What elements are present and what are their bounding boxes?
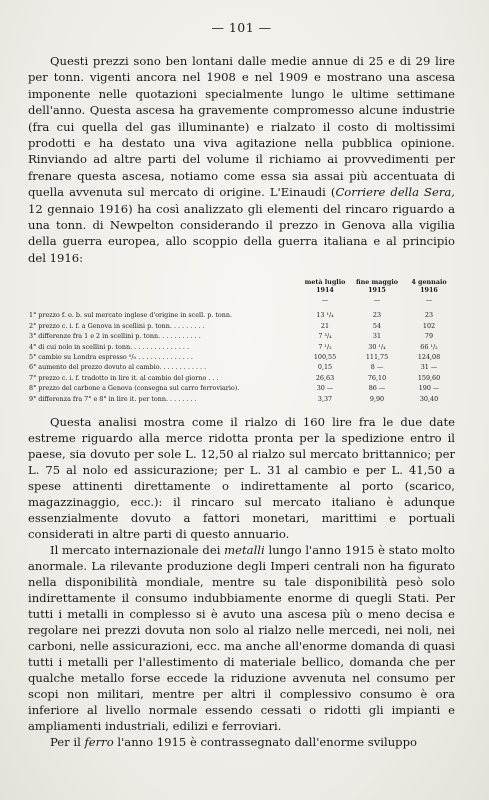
cell-1915: 54: [372, 321, 382, 330]
dash-1915: —: [373, 296, 381, 305]
header-1916-line2: 1916: [420, 286, 438, 295]
row-label: 4° di cui nolo in scellini p. tonn. . . . . . . . . . . . . . .: [29, 342, 189, 351]
cell-1915: 86 —: [368, 384, 386, 393]
header-1914-line1: metà luglio: [304, 278, 346, 287]
ferro-after: l'anno 1915 è contrassegnato dall'enorme sviluppo: [113, 734, 418, 749]
price-table-wrapper: [28, 278, 455, 404]
header-1916-line1: 4 gennaio: [411, 278, 447, 287]
header-1915-line1: fine maggio: [355, 278, 399, 287]
paragraph-ferro: [28, 734, 455, 750]
paragraph-prezzi: [28, 53, 455, 266]
table-row: [28, 331, 455, 341]
cell-1914: 30 —: [316, 384, 334, 393]
row-label: 9° differenza fra 7° e 8° in lire it. per tonn. . . . . . . .: [29, 394, 197, 403]
dash-1916: —: [425, 296, 433, 305]
cell-1916: 102: [422, 321, 436, 330]
ferro-word: ferro: [84, 734, 114, 749]
cell-1914: 0,15: [317, 363, 333, 372]
table-row: [28, 352, 455, 362]
table-row: [28, 321, 455, 331]
cell-1916: 66 ¹/₂: [420, 342, 438, 351]
cell-1914: 13 ¹/₄: [316, 311, 334, 320]
cell-1915: 76,10: [367, 373, 387, 382]
paragraph-prezzi-text: Questi prezzi sono ben lontani dalle medie annue di 25 e di 29 lire per tonn. vigenti ancora nel 1908 e nel 1909 e mostrano una ascesa imponente nelle quotazioni specialmente lungo le ultime settimane dell'anno. Questa ascesa ha gravemente compromesso alcune industrie (fra cui quella del gas illuminante) e rialzato il costo di moltissimi prodotti e ha destato una viva agitazione nella pubblica opinione. Rinviando ad altre parti del volume il richiamo ai provvedimenti per frenare questa ascesa, notiamo come essa sia assai più accentuata di quella avvenuta sul mercato di origine.: [28, 54, 455, 200]
table-row: [28, 310, 455, 320]
cell-1914: 21: [320, 321, 330, 330]
dash-1914: —: [321, 296, 329, 305]
row-label: 6° aumento del prezzo dovuto al cambio. . . . . . . . . . . .: [29, 363, 207, 372]
cell-1916: 79: [424, 332, 434, 341]
row-label: 1° prezzo f. o. b. sul mercato inglese d'origine in scell. p. tonn.: [29, 311, 233, 320]
einaudi-after: 12 gennaio 1916) ha così analizzato gli elementi del rincaro riguardo a una tonn. di Newpelton considerando il prezzo in Genova alla vigilia della guerra europea, allo scoppio della guerra italiana e al principio del 1916:: [28, 201, 455, 265]
ferro-before: Per il: [50, 734, 85, 749]
row-label: 8° prezzo del carbone a Genova (consegna sul carro ferroviario).: [29, 384, 240, 393]
row-label: 3° differenze fra 1 e 2 in scellini p. tonn. . . . . . . . . . .: [29, 332, 201, 341]
cell-1916: 23: [424, 311, 434, 320]
paragraph-metalli: [28, 542, 455, 734]
price-table-dash-row: [28, 296, 455, 310]
metalli-before: Il mercato internazionale dei: [50, 542, 225, 557]
cell-1914: 26,63: [315, 373, 335, 382]
header-1915-line2: 1915: [368, 286, 386, 295]
header-col-1914: [299, 278, 351, 296]
price-table-header-row: [28, 278, 455, 296]
table-row: [28, 342, 455, 352]
header-empty: [28, 278, 299, 296]
header-1914-line2: 1914: [316, 286, 334, 295]
row-label: 7° prezzo c. i. f. tradotto in lire it. al cambio del giorno . . .: [29, 373, 219, 382]
table-row: [28, 373, 455, 383]
table-row: [28, 394, 455, 404]
cell-1916: 30,40: [419, 394, 439, 403]
cell-1915: 23: [372, 311, 382, 320]
cell-1914: 7 ¹/₂: [318, 342, 332, 351]
price-table: [28, 278, 455, 404]
cell-1916: 124,08: [417, 352, 441, 361]
einaudi-source: Corriere della Sera,: [335, 185, 455, 200]
cell-1914: 3,37: [317, 394, 333, 403]
cell-1915: 9,90: [369, 394, 385, 403]
metalli-word: metalli: [224, 542, 265, 557]
row-label: 5° cambio su Londra espresso ⁰/₀ . . . . . . . . . . . . . .: [29, 352, 193, 361]
cell-1915: 30 ¹/₄: [368, 342, 386, 351]
cell-1914: 100,55: [313, 352, 337, 361]
table-row: [28, 383, 455, 393]
header-col-1915: [351, 278, 403, 296]
cell-1916: 190 —: [418, 384, 440, 393]
page-number: — 101 —: [211, 20, 272, 35]
cell-1915: 111,75: [365, 352, 389, 361]
cell-1915: 8 —: [370, 363, 384, 372]
metalli-after: lungo l'anno 1915 è stato molto anormale. La rilevante produzione degli Imperi centrali non ha figurato nella disponibilità mondiale, mentre su tale disponibilità pesò solo indirettamente il consumo indubbiamente enorme di quegli Stati. Per tutti i metalli in complesso si è avuto una ascesa più o meno decisa e regolare nei prezzi dovuta non solo al rialzo nelle mercedi, nei noli, nei carboni, nelle assicurazioni, ecc. ma anche all'enorme domanda di quasi tutti i metalli per l'allestimento di materiale bellico, domanda che per qualche metallo forse eccede la riduzione avvenuta nel consumo per scopi non militari, mentre per altri il complessivo consumo è ora inferiore al livello normale essendo cessati o ridotti gli impianti e ampliamenti industriali, edilizi e ferroviari.: [28, 542, 455, 733]
header-col-1916: [403, 278, 455, 296]
cell-1916: 159,60: [417, 373, 441, 382]
cell-1914: 7 ³/₄: [318, 332, 332, 341]
einaudi-before: L'Einaudi (: [269, 185, 336, 200]
row-label: 2° prezzo c. i. f. a Genova in scellini p. tonn. . . . . . . . .: [29, 321, 205, 330]
table-row: [28, 362, 455, 372]
cell-1915: 31: [372, 332, 382, 341]
cell-1916: 31 —: [420, 363, 438, 372]
paragraph-analysis: Questa analisi mostra come il rialzo di 160 lire fra le due date estreme riguardo alla merce ridotta pronta per la spedizione entro il paese, sia dovuto per sole L. 12,50 al rialzo sul mercato brittannico; per L. 75 al nolo ed assicurazione; per L. 31 al cambio e per L. 41,50 a spese attinenti direttamente o indirettamente al porto (scarico, magazzinaggio, ecc.): il rincaro sul mercato italiano è adunque essenzialmente dovuto a fattori monetari, marittimi e portuali considerati in altre parti di questo annuario.: [28, 414, 455, 541]
